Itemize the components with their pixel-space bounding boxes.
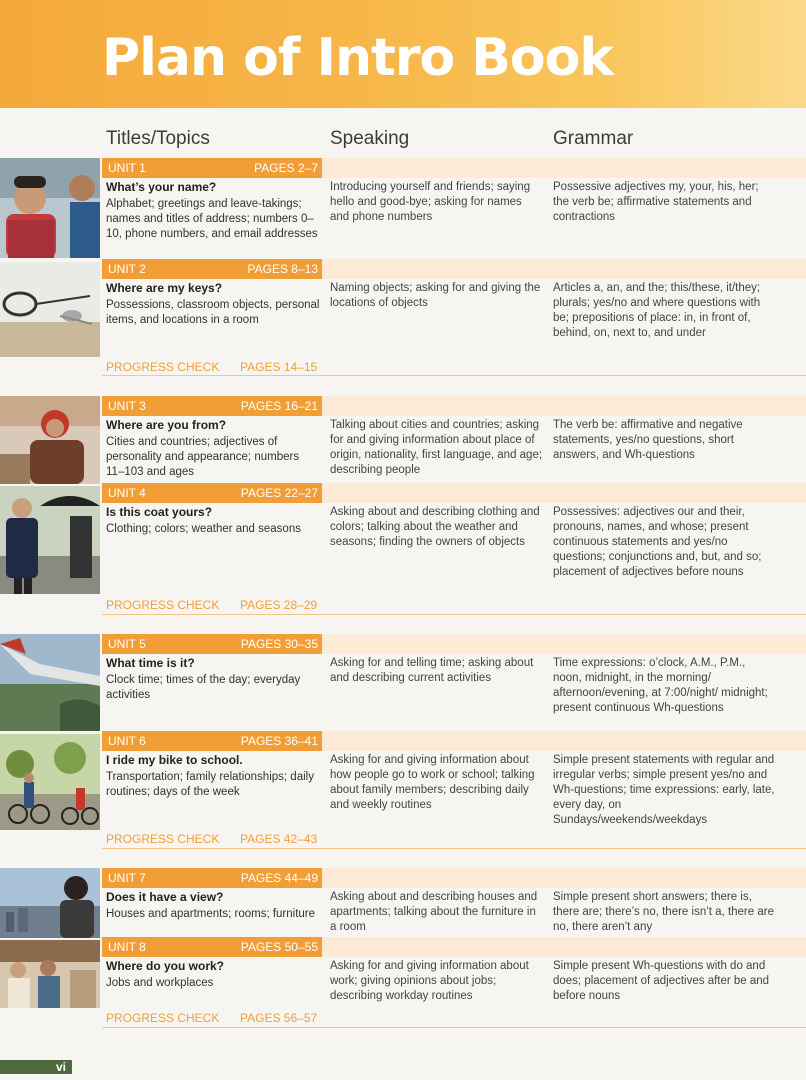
unit-1-grammar: Possessive adjectives my, your, his, her; the verb be; affirmative statements and contractions: [553, 181, 759, 223]
header-speaking: Speaking: [330, 128, 410, 149]
progress-check-label: PROGRESS CHECK: [106, 1011, 220, 1025]
unit-pages: PAGES 16–21: [240, 399, 318, 413]
unit-title: Does it have a view?: [106, 890, 224, 904]
unit-bar-8: [102, 937, 322, 957]
topic-text: Cities and countries; adjectives of personality and appearance; numbers 11–103 and ages: [106, 436, 300, 478]
unit-8-speaking: Asking for and giving information about work; giving opinions about jobs; describing workday routines: [330, 960, 529, 1002]
unit-7-topics: [106, 890, 320, 922]
unit-1-topics: [106, 180, 320, 242]
header-topics: Titles/Topics: [106, 128, 210, 149]
progress-check-pages: PAGES 14–15: [240, 360, 318, 374]
unit-bar-2: [102, 259, 322, 279]
unit-4-speaking: Asking about and describing clothing and colors; talking about the weather and seasons; finding the owners of objects: [330, 506, 540, 548]
unit-pages: PAGES 2–7: [254, 161, 318, 175]
unit-label: UNIT 7: [108, 871, 146, 885]
unit-5-grammar: Time expressions: o’clock, A.M., P.M., noon, midnight, in the morning/ afternoon/evening, at 7:00/night/ midnight; present continuous Wh-questions: [553, 657, 768, 714]
divider: [102, 375, 806, 376]
unit-2-photo: [0, 262, 100, 357]
progress-check-pages: PAGES 56–57: [240, 1011, 318, 1025]
unit-label: UNIT 8: [108, 940, 146, 954]
topic-text: Possessions, classroom objects, personal items, and locations in a room: [106, 299, 320, 326]
progress-check-pages: PAGES 42–43: [240, 832, 318, 846]
unit-label: UNIT 1: [108, 161, 146, 175]
unit-bar-6: [102, 731, 322, 751]
unit-title: Is this coat yours?: [106, 505, 213, 519]
unit-7-photo: [0, 868, 100, 938]
topic-text: Alphabet; greetings and leave-takings; names and titles of address; numbers 0–10, phone numbers, and email addresses: [106, 198, 318, 240]
topic-text: Clock time; times of the day; everyday activities: [106, 674, 301, 701]
unit-3-grammar: The verb be: affirmative and negative statements, yes/no questions, short answers, and Wh-questions: [553, 419, 743, 461]
unit-bar-5: [102, 634, 322, 654]
divider: [102, 848, 806, 849]
unit-6-photo: [0, 734, 100, 830]
unit-2-topics: [106, 281, 320, 328]
unit-1-photo: [0, 158, 100, 258]
unit-pages: PAGES 30–35: [240, 637, 318, 651]
title-banner: [0, 0, 806, 108]
unit-bar-4: [102, 483, 322, 503]
unit-2-grammar: Articles a, an, and the; this/these, it/they; plurals; yes/no and where questions with be; prepositions of place: in, in front of, behind, on, next to, and under: [553, 282, 761, 339]
unit-8-grammar: Simple present Wh-questions with do and does; placement of adjectives after be and before nouns: [553, 960, 770, 1002]
unit-5-topics: [106, 656, 320, 703]
unit-5-photo: [0, 634, 100, 731]
unit-7-speaking: Asking about and describing houses and apartments; talking about the furniture in a room: [330, 891, 538, 933]
unit-bar-1: [102, 158, 322, 178]
unit-pages: PAGES 22–27: [240, 486, 318, 500]
unit-label: UNIT 6: [108, 734, 146, 748]
unit-bar-3: [102, 396, 322, 416]
page-title: Plan of Intro Book: [102, 28, 613, 88]
topic-text: Clothing; colors; weather and seasons: [106, 523, 301, 535]
unit-3-photo: [0, 396, 100, 484]
unit-3-speaking: Talking about cities and countries; asking for and giving information about place of origin, nationality, first language, and age; describing people: [330, 419, 543, 476]
unit-1-speaking: Introducing yourself and friends; saying hello and good-bye; asking for names and phone numbers: [330, 181, 531, 223]
page-number: vi: [55, 1060, 66, 1074]
page-number-tab: [0, 1060, 72, 1074]
topic-text: Jobs and workplaces: [106, 977, 214, 989]
unit-title: I ride my bike to school.: [106, 753, 243, 767]
topic-text: Houses and apartments; rooms; furniture: [106, 908, 316, 920]
unit-6-topics: [106, 753, 320, 800]
unit-8-topics: [106, 959, 320, 991]
progress-check-label: PROGRESS CHECK: [106, 598, 220, 612]
unit-3-topics: [106, 418, 320, 480]
unit-title: What’s your name?: [106, 180, 217, 194]
unit-label: UNIT 5: [108, 637, 146, 651]
unit-8-photo: [0, 940, 100, 1008]
unit-pages: PAGES 44–49: [240, 871, 318, 885]
unit-label: UNIT 3: [108, 399, 146, 413]
divider: [102, 1027, 806, 1028]
unit-6-grammar: Simple present statements with regular and irregular verbs; simple present yes/no and Wh-questions; time expressions: early, late, every day, on Sundays/weekends/weekdays: [553, 754, 775, 826]
divider: [102, 614, 806, 615]
unit-title: Where do you work?: [106, 959, 225, 973]
unit-label: UNIT 2: [108, 262, 146, 276]
unit-bar-7: [102, 868, 322, 888]
progress-check-label: PROGRESS CHECK: [106, 360, 220, 374]
unit-title: Where are you from?: [106, 418, 227, 432]
unit-5-speaking: Asking for and telling time; asking about and describing current activities: [330, 657, 534, 684]
topic-text: Transportation; family relationships; daily routines; days of the week: [106, 771, 314, 798]
unit-title: What time is it?: [106, 656, 195, 670]
unit-pages: PAGES 8–13: [247, 262, 318, 276]
unit-label: UNIT 4: [108, 486, 146, 500]
unit-pages: PAGES 36–41: [240, 734, 318, 748]
unit-2-speaking: Naming objects; asking for and giving the locations of objects: [330, 282, 541, 309]
progress-check-pages: PAGES 28–29: [240, 598, 318, 612]
unit-4-topics: [106, 505, 320, 537]
unit-6-speaking: Asking for and giving information about how people go to work or school; talking about family members; describing daily and weekly routines: [330, 754, 535, 811]
unit-4-grammar: Possessives: adjectives our and their, pronouns, names, and whose; present continuous statements and yes/no questions; conjunctions and, but, and so; placement of adjectives before nouns: [553, 506, 762, 578]
progress-check-label: PROGRESS CHECK: [106, 832, 220, 846]
unit-title: Where are my keys?: [106, 281, 223, 295]
unit-7-grammar: Simple present short answers; there is, there are; there’s no, there isn’t a, there are no, there aren’t any: [553, 891, 774, 933]
unit-4-photo: [0, 486, 100, 594]
unit-pages: PAGES 50–55: [240, 940, 318, 954]
header-grammar: Grammar: [553, 128, 634, 149]
